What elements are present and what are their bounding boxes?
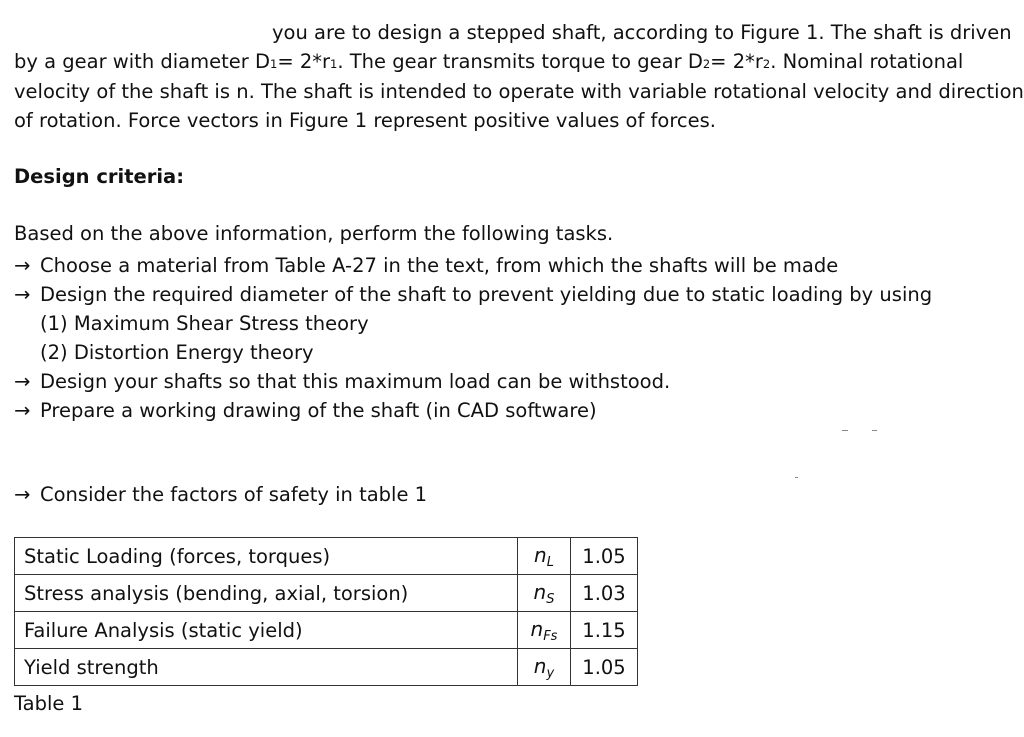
intro-line-2: by a gear with diameter D1= 2*r1. The gear transmits torque to gear D2= 2*r2. Nominal rotational xyxy=(14,49,964,73)
row-symbol: $n_L$ xyxy=(518,538,571,575)
tasks-intro: Based on the above information, perform the following tasks. xyxy=(14,222,614,245)
row-description: Yield strength xyxy=(15,649,518,686)
table-row xyxy=(15,538,638,575)
row-symbol: $n_{Fs}$ xyxy=(518,612,571,649)
table-row xyxy=(15,575,638,612)
design-criteria-heading: Design criteria: xyxy=(14,165,184,188)
row-value: 1.05 xyxy=(571,649,638,686)
row-description: Failure Analysis (static yield) xyxy=(15,612,518,649)
task-item-material: → Choose a material from Table A-27 in the text, from which the shafts will be made xyxy=(14,251,932,280)
intro-paragraph xyxy=(14,19,1024,135)
arrow-icon: → xyxy=(14,483,31,506)
table-row xyxy=(15,649,638,686)
task-list xyxy=(14,251,932,425)
task-subitem-mss: (1) Maximum Shear Stress theory xyxy=(40,312,369,335)
task-item-diameter: → Design the required diameter of the shaft to prevent yielding due to static loading by using xyxy=(14,280,932,309)
row-symbol: $n_y$ xyxy=(518,649,571,686)
arrow-icon: → xyxy=(14,399,31,422)
arrow-icon: → xyxy=(14,254,31,277)
row-value: 1.05 xyxy=(571,538,638,575)
arrow-icon: → xyxy=(14,283,31,306)
task-subitem-det: (2) Distortion Energy theory xyxy=(40,341,314,364)
consider-line: → Consider the factors of safety in table 1 xyxy=(14,483,428,506)
safety-factors-table xyxy=(14,537,638,686)
row-value: 1.03 xyxy=(571,575,638,612)
intro-line-1: you are to design a stepped shaft, according to Figure 1. The shaft is driven xyxy=(272,21,1012,44)
intro-line-4: of rotation. Force vectors in Figure 1 represent positive values of forces. xyxy=(14,108,717,132)
row-description: Stress analysis (bending, axial, torsion) xyxy=(15,575,518,612)
task-item-drawing: → Prepare a working drawing of the shaft (in CAD software) xyxy=(14,396,932,425)
scan-mark xyxy=(842,430,848,431)
row-symbol: $n_S$ xyxy=(518,575,571,612)
table-caption: Table 1 xyxy=(14,692,84,715)
task-item-max-load: → Design your shafts so that this maximum load can be withstood. xyxy=(14,367,932,396)
arrow-icon: → xyxy=(14,370,31,393)
table-row xyxy=(15,612,638,649)
scan-mark xyxy=(872,430,877,431)
row-description: Static Loading (forces, torques) xyxy=(15,538,518,575)
row-value: 1.15 xyxy=(571,612,638,649)
scan-mark xyxy=(795,477,798,478)
intro-line-3: velocity of the shaft is n. The shaft is intended to operate with variable rotational velocity and direction xyxy=(14,80,1024,104)
